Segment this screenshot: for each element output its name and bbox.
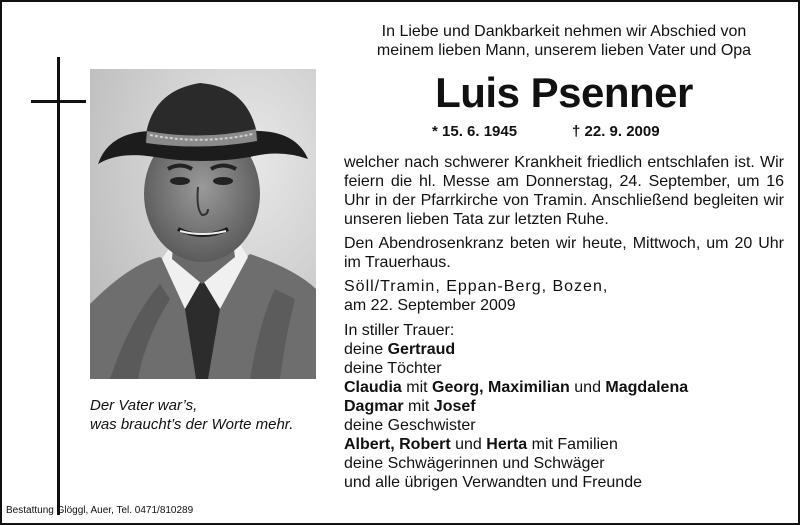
memorial-quote (90, 396, 330, 434)
mourner-name: Herta (486, 436, 528, 453)
death-date: † 22. 9. 2009 (572, 123, 660, 140)
mourner-line (344, 340, 784, 359)
mourner-line: deine Töchter (344, 360, 442, 377)
mourner-line (344, 397, 784, 416)
birth-date: * 15. 6. 1945 (432, 123, 518, 140)
mourner-line: deine Schwägerinnen und Schwäger (344, 455, 605, 472)
intro-line-1: In Liebe und Dankbarkeit nehmen wir Abschied von (381, 23, 747, 40)
mourner-text: mit Familien (527, 436, 618, 453)
mourner-name: Dagmar (344, 398, 404, 415)
intro-line-2: meinem lieben Mann, unserem lieben Vater und Opa (376, 42, 752, 59)
cross-horizontal-bar (31, 100, 86, 103)
mourner-name: Magdalena (605, 379, 689, 396)
mourner-text: deine (344, 341, 388, 358)
funeral-home-credit: Bestattung Glöggl, Auer, Tel. 0471/810289 (6, 505, 194, 516)
mourners-list (344, 321, 784, 492)
rosary-paragraph: Den Abendrosenkranz beten wir heute, Mittwoch, um 20 Uhr im Trauerhaus. (344, 235, 784, 271)
quote-line-1: Der Vater war’s, (90, 397, 198, 414)
mourner-name: Claudia (344, 379, 402, 396)
mourner-text: und (569, 379, 606, 396)
mourner-line (344, 378, 784, 397)
mourner-line: deine Geschwister (344, 417, 476, 434)
mourner-line (344, 435, 784, 454)
cross-vertical-bar (57, 57, 60, 515)
mourner-name: Georg, Maximilian (432, 379, 570, 396)
place-line: Söll/Tramin, Eppan-Berg, Bozen, (344, 278, 609, 295)
date-line: am 22. September 2009 (344, 297, 516, 314)
mourner-name: Josef (433, 398, 476, 415)
obituary-body (344, 153, 784, 492)
mourner-text: mit (401, 379, 433, 396)
deceased-name: Luis Psenner (435, 69, 693, 116)
mourner-text: und (450, 436, 487, 453)
quote-line-2: was braucht’s der Worte mehr. (90, 416, 294, 433)
intro-text (344, 22, 784, 60)
service-paragraph: welcher nach schwerer Krankheit friedlich entschlafen ist. Wir feiern die hl. Messe am Donnerstag, 24. September, um 16 Uhr in der Pfarrkirche von Tramin. Anschließend begleiten wir unseren lieben Tata zur letzten Ruhe. (344, 154, 784, 228)
mourner-name: Albert, Robert (344, 436, 451, 453)
portrait-photo (90, 69, 316, 379)
mourners-heading: In stiller Trauer: (344, 322, 455, 339)
mourner-text: mit (403, 398, 434, 415)
mourner-line: und alle übrigen Verwandten und Freunde (344, 474, 642, 491)
mourner-name: Gertraud (387, 341, 456, 358)
